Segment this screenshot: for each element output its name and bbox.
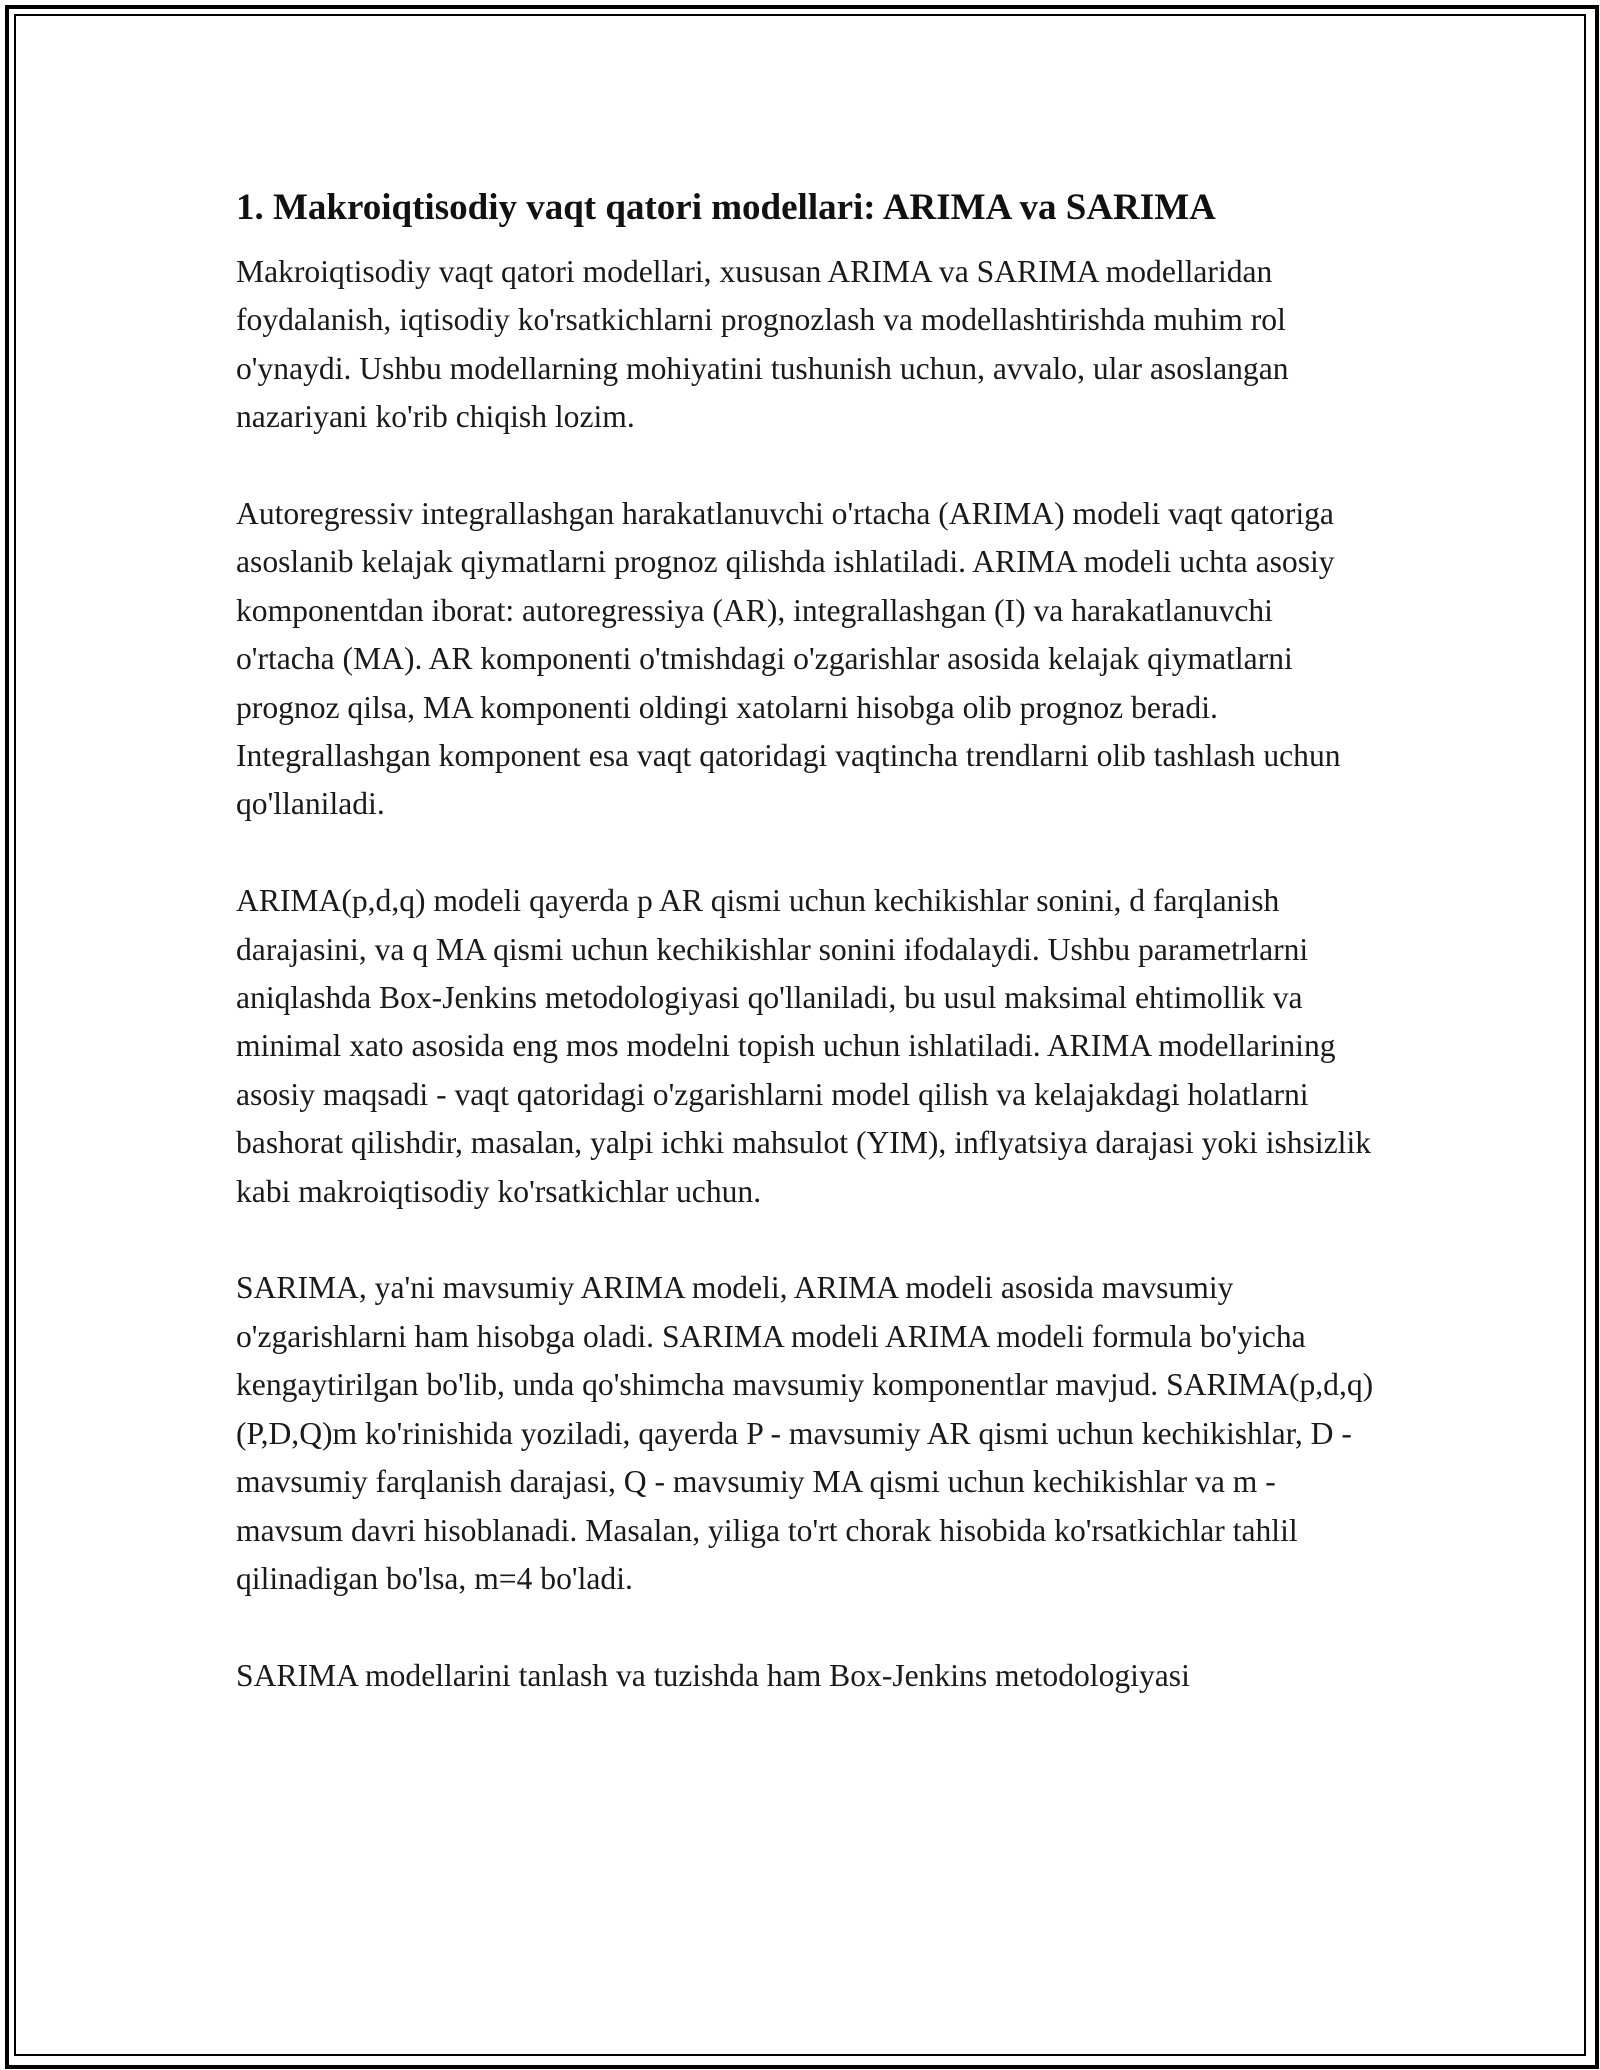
paragraph-sarima-selection: SARIMA modellarini tanlash va tuzishda ham Box-Jenkins metodologiyasi: [236, 1657, 1190, 1693]
section-heading: 1. Makroiqtisodiy vaqt qatori modellari: ARIMA va SARIMA: [236, 187, 1216, 228]
paragraph-arima-definition: Autoregressiv integrallashgan harakatlanuvchi o'rtacha (ARIMA) modeli vaqt qatoriga asoslanib kelajak qiymatlarni prognoz qilishda ishlatiladi. ARIMA modeli uchta asosiy komponentdan iborat: autoregressiya (AR), integrallashgan (I) va harakatlanuvchi o'rtacha (MA). AR komponenti o'tmishdagi o'zgarishlar asosida kelajak qiymatlarni prognoz qilsa, MA komponenti oldingi xatolarni hisobga olib prognoz beradi. Integrallashgan komponent esa vaqt qatoridagi vaqtincha trendlarni olib tashlash uchun qo'llaniladi.: [236, 496, 1341, 822]
paragraph-sarima-definition: SARIMA, ya'ni mavsumiy ARIMA modeli, ARIMA modeli asosida mavsumiy o'zgarishlarni ham hisobga oladi. SARIMA modeli ARIMA modeli formula bo'yicha kengaytirilgan bo'lib, unda qo'shimcha mavsumiy komponentlar mavjud. SARIMA(p,d,q)(P,D,Q)m ko'rinishida yoziladi, qayerda P - mavsumiy AR qismi uchun kechikishlar, D - mavsumiy farqlanish darajasi, Q - mavsumiy MA qismi uchun kechikishlar va m - mavsum davri hisoblanadi. Masalan, yiliga to'rt chorak hisobida ko'rsatkichlar tahlil qilinadigan bo'lsa, m=4 bo'ladi.: [236, 1270, 1374, 1596]
document-body: [236, 184, 1376, 1700]
paragraph-arima-parameters: ARIMA(p,d,q) modeli qayerda p AR qismi uchun kechikishlar sonini, d farqlanish darajasini, va q MA qismi uchun kechikishlar sonini ifodalaydi. Ushbu parametrlarni aniqlashda Box-Jenkins metodologiyasi qo'llaniladi, bu usul maksimal ehtimollik va minimal xato asosida eng mos modelni topish uchun ishlatiladi. ARIMA modellarining asosiy maqsadi - vaqt qatoridagi o'zgarishlarni model qilish va kelajakdagi holatlarni bashorat qilishdir, masalan, yalpi ichki mahsulot (YIM), inflyatsiya darajasi yoki ishsizlik kabi makroiqtisodiy ko'rsatkichlar uchun.: [236, 883, 1372, 1209]
paragraph-intro: Makroiqtisodiy vaqt qatori modellari, xususan ARIMA va SARIMA modellaridan foydalanish, iqtisodiy ko'rsatkichlarni prognozlash va modellashtirishda muhim rol o'ynaydi. Ushbu modellarning mohiyatini tushunish uchun, avvalo, ular asoslangan nazariyani ko'rib chiqish lozim.: [236, 254, 1289, 435]
